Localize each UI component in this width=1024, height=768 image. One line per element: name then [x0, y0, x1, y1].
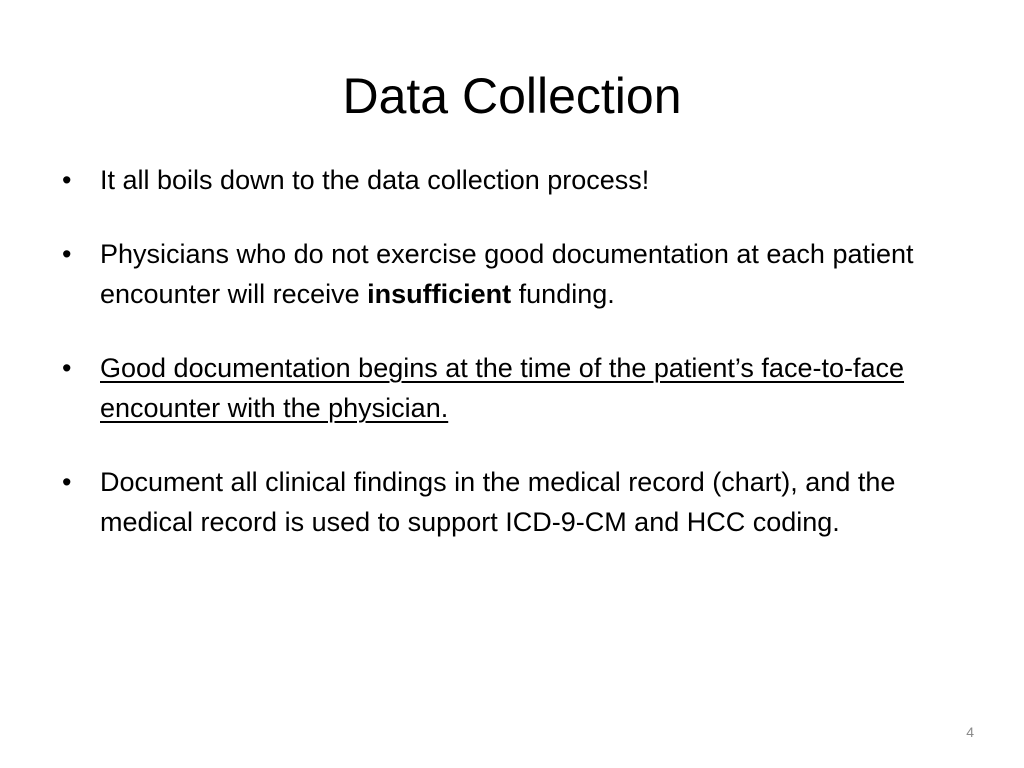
bullet-text-after-bold: funding. [511, 279, 615, 309]
bullet-underlined-text: Good documentation begins at the time of the patient’s face-to-face encounter with the physician. [100, 353, 905, 423]
bullet-bold-text: insufficient [367, 279, 512, 309]
bullet-text-before-bold: Physicians who do not exercise good documentation at each patient encounter will receive [100, 239, 914, 309]
bullet-text: Document all clinical findings in the medical record (chart), and the medical record is used to support ICD-9-CM and HCC coding. [100, 467, 896, 537]
bullet-item-good-documentation [62, 348, 962, 428]
bullet-marker: • [62, 353, 72, 383]
bullet-marker: • [62, 239, 72, 269]
page-number: 4 [966, 724, 974, 740]
bullet-item-insufficient-funding [62, 234, 962, 314]
slide-title: Data Collection [342, 68, 682, 124]
bullet-item-data-collection-process [62, 160, 962, 200]
bullet-marker: • [62, 165, 72, 195]
bullet-text: It all boils down to the data collection process! [100, 165, 650, 195]
bullet-list [62, 160, 962, 576]
bullet-item-clinical-findings [62, 462, 962, 542]
bullet-marker: • [62, 467, 72, 497]
